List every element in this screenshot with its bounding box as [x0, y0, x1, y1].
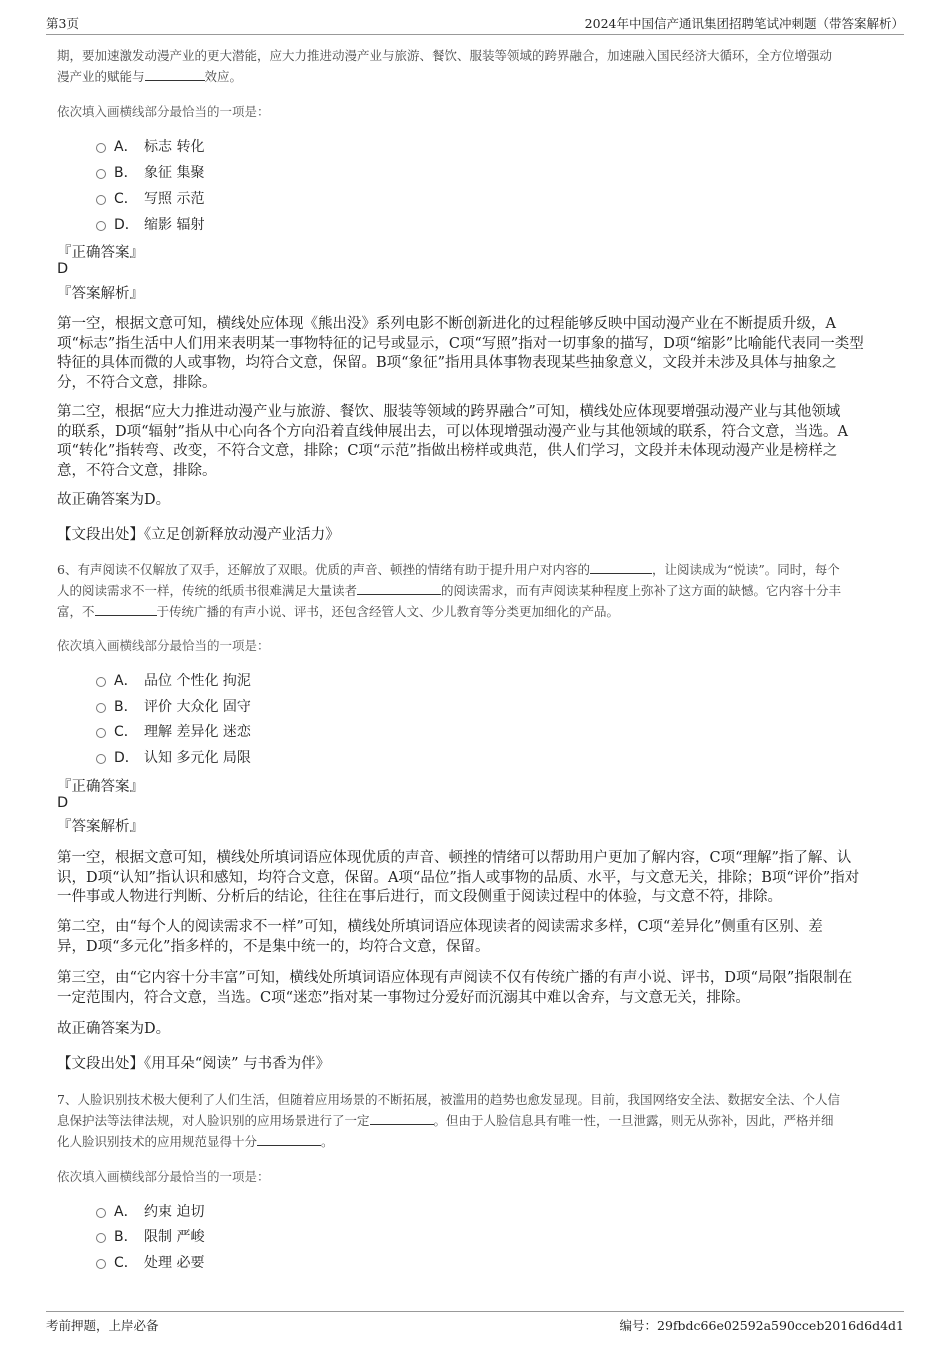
radio-icon[interactable]: [96, 1233, 106, 1243]
q5-answer: D: [57, 261, 69, 277]
q5-analysis-label: 『答案解析』: [57, 286, 144, 302]
q5-option-c[interactable]: C． 写照 示范: [96, 188, 204, 208]
radio-icon[interactable]: [96, 677, 106, 687]
radio-icon[interactable]: [96, 754, 106, 764]
radio-icon[interactable]: [96, 1259, 106, 1269]
q5-option-a[interactable]: A． 标志 转化: [96, 136, 204, 156]
q5-conclusion: 故正确答案为D。: [57, 492, 171, 508]
q6-blank-2: [357, 580, 441, 595]
q6-stem: 6、有声阅读不仅解放了双手，还解放了双眼。优质的声音、顿挫的情绪有助于提升用户对内容的 ，让阅读成为“悦读”。同时，每个 人的阅读需求不一样，传统的纸质书很难满足大量读者 的阅读需求，而有声阅读某种程度上弥补了这方面的缺憾。它内容十分丰 富，不 于传统广播的有声小说、评书，还包含经管人文、少儿教育等分类更加细化的产品。: [57, 559, 895, 622]
page-footer: [46, 1311, 904, 1336]
q5-stem: [57, 45, 895, 87]
q5-stem-line1: 期，要加速激发动漫产业的更大潜能，应大力推进动漫产业与旅游、餐饮、服装等领域的跨界融合，加速融入国民经济大循环，全方位增强动: [57, 48, 833, 63]
radio-icon[interactable]: [96, 195, 106, 205]
q7-prompt: 依次填入画横线部分最恰当的一项是：: [57, 1169, 270, 1184]
q6-option-c[interactable]: C． 理解 差异化 迷恋: [96, 721, 251, 741]
document-title: 2024年中国信产通讯集团招聘笔试冲刺题（带答案解析）: [584, 16, 904, 31]
q5-answer-label: 『正确答案』: [57, 245, 144, 261]
q6-analysis-para1: 第一空，根据文意可知，横线处所填词语应体现优质的声音、顿挫的情绪可以帮助用户更加了解内容，C项“理解”指了解、认 识，D项“认知”指认识和感知，均符合文意，保留。A项“品位”指人或事物的品质、水平，与文意无关，排除；B项“评价”指对 一件事或人物进行判断、分析后的结论，往往在事后进行，而文段侧重于阅读过程中的体验，与文意不符，排除。: [57, 850, 860, 905]
radio-icon[interactable]: [96, 1208, 106, 1218]
q6-analysis-label: 『答案解析』: [57, 819, 144, 835]
q7-option-b[interactable]: B． 限制 严峻: [96, 1226, 204, 1246]
q6-prompt: 依次填入画横线部分最恰当的一项是：: [57, 638, 270, 653]
q6-blank-1: [590, 559, 652, 574]
q5-blank: [145, 66, 205, 81]
q5-option-d[interactable]: D． 缩影 辐射: [96, 214, 204, 234]
q5-option-b[interactable]: B． 象征 集聚: [96, 162, 204, 182]
radio-icon[interactable]: [96, 728, 106, 738]
q7-stem: 7、人脸识别技术极大便利了人们生活，但随着应用场景的不断拓展，被滥用的趋势也愈发显现。目前，我国网络安全法、数据安全法、个人信 息保护法等法律法规，对人脸识别的应用场景进行了一定 。但由于人脸信息具有唯一性，一旦泄露，则无从弥补，因此，严格并细 化人脸识别技术的应用规范显得十分 。: [57, 1092, 840, 1149]
radio-icon[interactable]: [96, 703, 106, 713]
q6-source: 【文段出处】《用耳朵“阅读” 与书香为伴》: [57, 1056, 331, 1072]
radio-icon[interactable]: [96, 221, 106, 231]
document-id: 编号：29fbdc66e02592a590cceb2016d6d4d1: [619, 1318, 904, 1333]
q6-analysis-para3: 第三空，由“它内容十分丰富”可知，横线处所填词语应体现有声阅读不仅有传统广播的有声小说、评书，D项“局限”指限制在 一定范围内，符合文意，当选。C项“迷恋”指对某一事物过分爱好而沉溺其中难以舍弃，与文意无关，排除。: [57, 970, 853, 1006]
q6-analysis-para2: 第二空，由“每个人的阅读需求不一样”可知，横线处所填词语应体现读者的阅读需求多样，C项“差异化”侧重有区别、差 异，D项“多元化”指多样的，不是集中统一的，均符合文意，保留。: [57, 919, 823, 955]
q5-analysis-para1: 第一空，根据文意可知，横线处应体现《熊出没》系列电影不断创新进化的过程能够反映中国动漫产业在不断提质升级，A 项“标志”指生活中人们用来表明某一事物特征的记号或显示，C项“写照”指对一切事象的描写，D项“缩影”比喻能代表同一类型 特征的具体而微的人或事物，均符合文意，保留。B项“象征”指用具体事物表现某些抽象意义，文段并未涉及具体与抽象之 分，不符合文意，排除。: [57, 316, 864, 391]
q6-answer-label: 『正确答案』: [57, 779, 144, 795]
radio-icon[interactable]: [96, 169, 106, 179]
q7-blank-1: [370, 1110, 434, 1125]
radio-icon[interactable]: [96, 143, 106, 153]
footer-slogan: 考前押题，上岸必备: [46, 1318, 159, 1333]
q7-option-c[interactable]: C． 处理 必要: [96, 1252, 204, 1272]
q7-option-a[interactable]: A． 约束 迫切: [96, 1201, 204, 1221]
q6-answer: D: [57, 795, 69, 811]
q5-stem-line2: 漫产业的赋能与 效应。: [57, 66, 895, 87]
q7-blank-2: [257, 1131, 321, 1146]
q6-blank-3: [95, 601, 157, 616]
page-header: [46, 12, 904, 35]
q5-analysis-para2: 第二空，根据“应大力推进动漫产业与旅游、餐饮、服装等领域的跨界融合”可知，横线处应体现要增强动漫产业与其他领域 的联系，D项“辐射”指从中心向各个方向沿着直线伸展出去，可以体现增强动漫产业与其他领域的联系，符合文意，当选。A 项“转化”指转弯、改变，不符合文意，排除；C项“示范”指做出榜样或典范，供人们学习，文段并未体现动漫产业是榜样之 意，不符合文意，排除。: [57, 404, 848, 479]
q6-conclusion: 故正确答案为D。: [57, 1021, 171, 1037]
q6-option-a[interactable]: A． 品位 个性化 拘泥: [96, 670, 251, 690]
q5-source: 【文段出处】《立足创新释放动漫产业活力》: [57, 527, 340, 543]
page-number: 第3页: [46, 16, 79, 31]
q6-option-d[interactable]: D． 认知 多元化 局限: [96, 747, 251, 767]
q6-option-b[interactable]: B． 评价 大众化 固守: [96, 696, 251, 716]
q5-prompt: 依次填入画横线部分最恰当的一项是：: [57, 104, 270, 119]
